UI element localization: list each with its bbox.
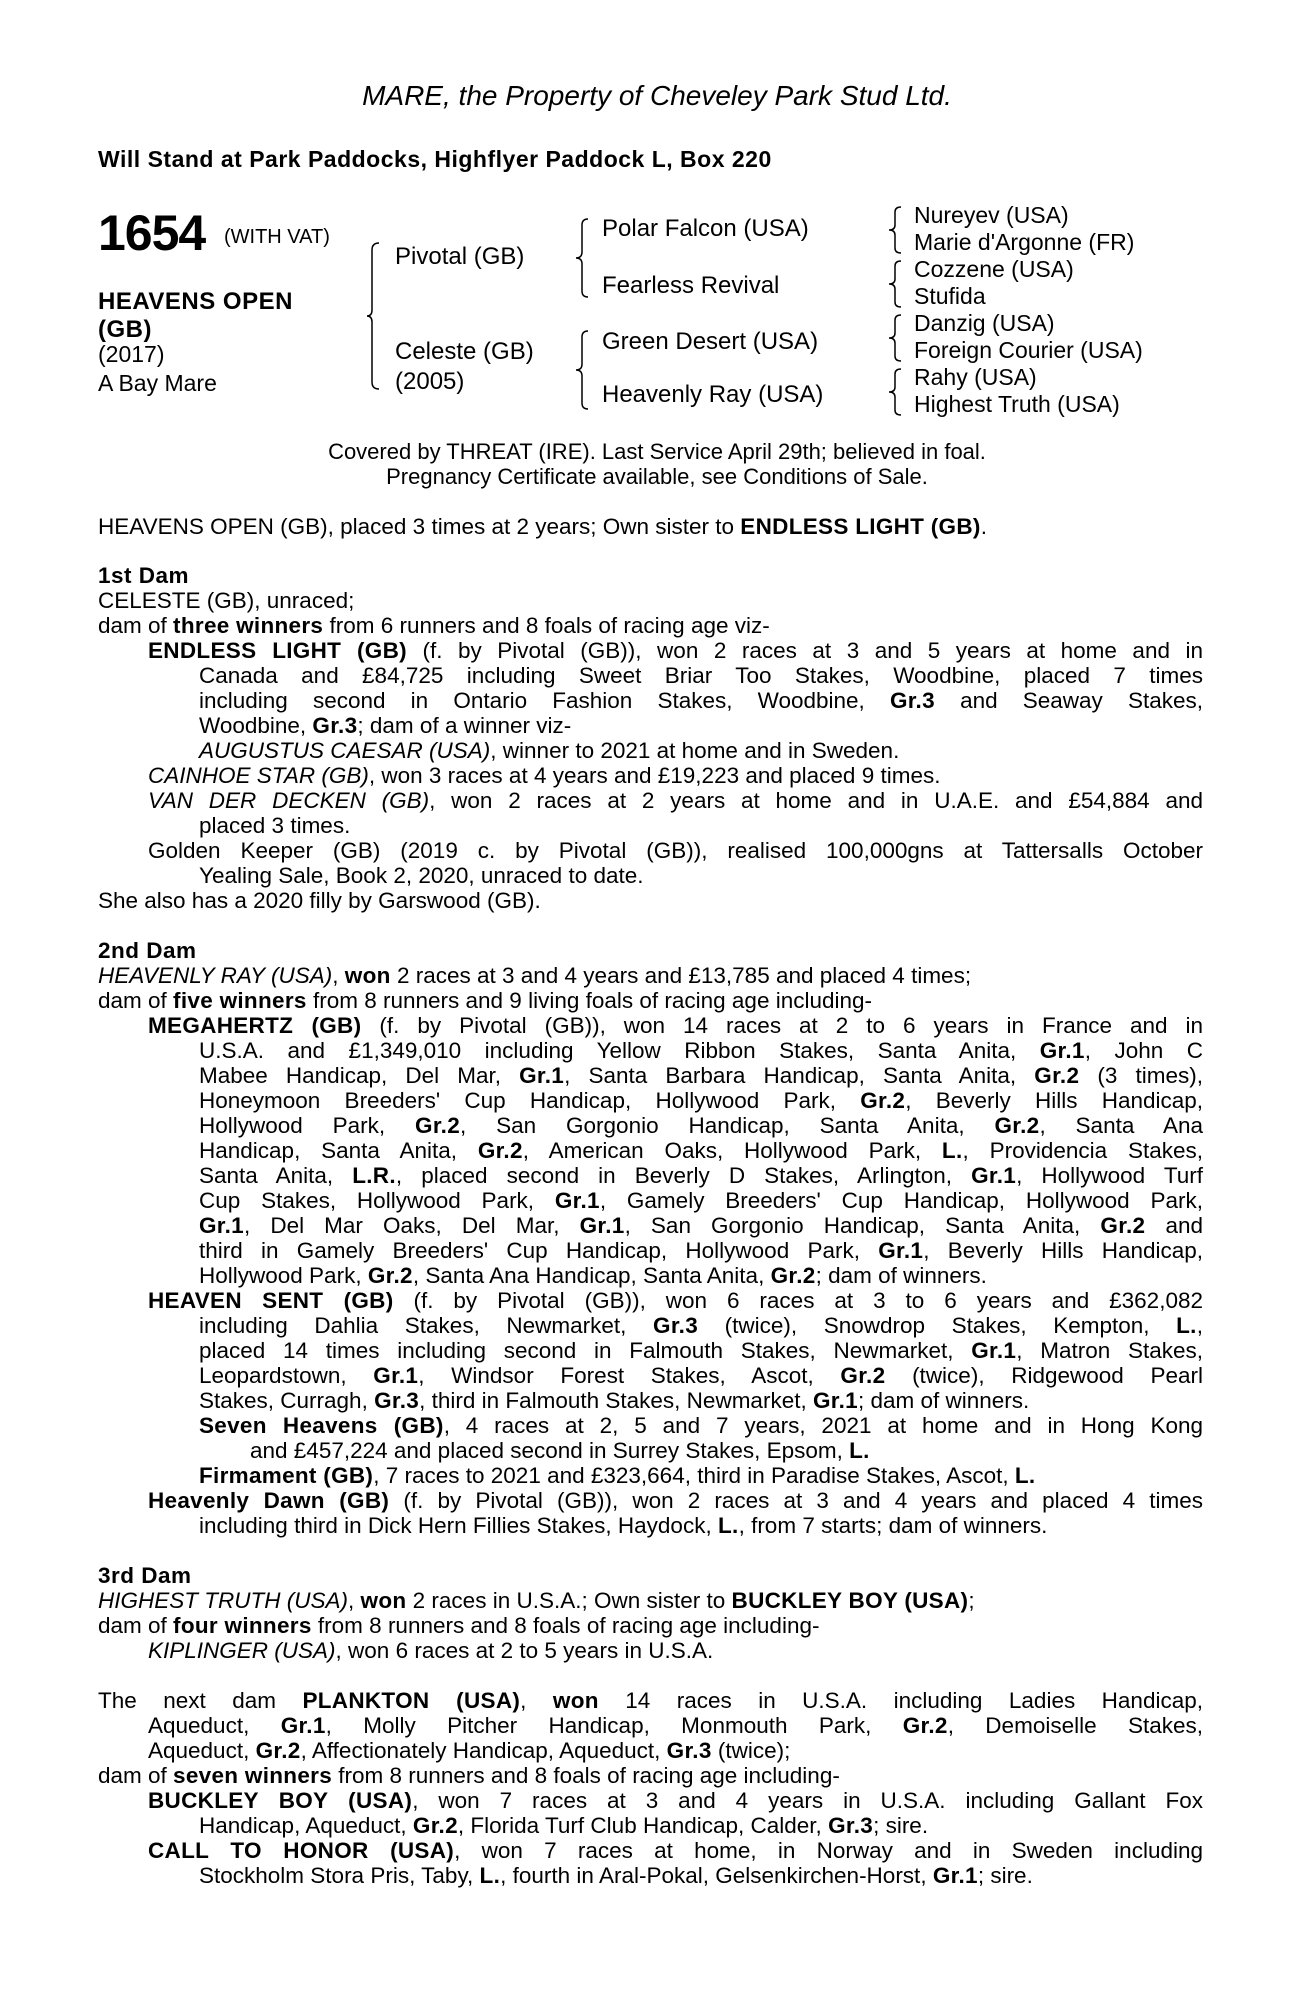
golden-keeper-line-2: Yealing Sale, Book 2, 2020, unraced to date. <box>199 863 644 888</box>
vat-label: (WITH VAT) <box>224 226 330 248</box>
pedigree-dam-year: (2005) <box>395 368 465 395</box>
owner-line: MARE, the Property of Cheveley Park Stud Ltd. <box>362 80 952 111</box>
lot-number: 1654 <box>98 205 206 261</box>
pedigree-gs2: Fearless Revival <box>602 272 780 299</box>
heaven-sent-line-3: placed 14 times including second in Falmouth Stakes, Newmarket, Gr.1, Matron Stakes, <box>199 1338 1203 1363</box>
buckley-boy-line-1: BUCKLEY BOY (USA), won 7 races at 3 and 4 years in U.S.A. including Gallant Fox <box>148 1788 1203 1813</box>
third-dam-winners-line: dam of four winners from 8 runners and 8 foals of racing age including- <box>98 1613 820 1638</box>
endless-light-line-2: Canada and £84,725 including Sweet Briar Too Stakes, Woodbine, placed 7 times <box>199 663 1203 688</box>
megahertz-line-10: third in Gamely Breeders' Cup Handicap, Hollywood Park, Gr.1, Beverly Hills Handicap, <box>199 1238 1204 1263</box>
megahertz-line-6: Handicap, Santa Anita, Gr.2, American Oaks, Hollywood Park, L., Providencia Stakes, <box>199 1138 1203 1163</box>
heaven-sent-line-1: HEAVEN SENT (GB) (f. by Pivotal (GB)), won 6 races at 3 to 6 years and £362,082 <box>148 1288 1203 1313</box>
megahertz-line-3: Mabee Handicap, Del Mar, Gr.1, Santa Barbara Handicap, Santa Anita, Gr.2 (3 times), <box>199 1063 1204 1088</box>
cainhoe-star-line: CAINHOE STAR (GB), won 3 races at 4 years and £19,223 and placed 9 times. <box>148 763 941 788</box>
sire-line-brace <box>575 218 589 298</box>
intro-line: HEAVENS OPEN (GB), placed 3 times at 2 years; Own sister to ENDLESS LIGHT (GB). <box>98 514 987 539</box>
megahertz-line-11: Hollywood Park, Gr.2, Santa Ana Handicap, Santa Anita, Gr.2; dam of winners. <box>199 1263 987 1288</box>
megahertz-line-8: Cup Stakes, Hollywood Park, Gr.1, Gamely Breeders' Cup Handicap, Hollywood Park, <box>199 1188 1203 1213</box>
next-dam-line-1: The next dam PLANKTON (USA), won 14 races in U.S.A. including Ladies Handicap, <box>98 1688 1203 1713</box>
heavenly-dawn-line-2: including third in Dick Hern Fillies Stakes, Haydock, L., from 7 starts; dam of winners. <box>199 1513 1048 1538</box>
augustus-caesar-line: AUGUSTUS CAESAR (USA), winner to 2021 at home and in Sweden. <box>199 738 900 763</box>
horse-description: A Bay Mare <box>98 370 217 396</box>
buckley-boy-line-2: Handicap, Aqueduct, Gr.2, Florida Turf Club Handicap, Calder, Gr.3; sire. <box>199 1813 929 1838</box>
horse-name <box>98 288 293 344</box>
ggs-brace-2 <box>888 260 902 308</box>
megahertz-line-4: Honeymoon Breeders' Cup Handicap, Hollywood Park, Gr.2, Beverly Hills Handicap, <box>199 1088 1204 1113</box>
first-dam-heading: 1st Dam <box>98 563 190 588</box>
megahertz-line-9: Gr.1, Del Mar Oaks, Del Mar, Gr.1, San Gorgonio Handicap, Santa Anita, Gr.2 and <box>199 1213 1204 1238</box>
megahertz-line-5: Hollywood Park, Gr.2, San Gorgonio Handicap, Santa Anita, Gr.2, Santa Ana <box>199 1113 1203 1138</box>
pedigree-ggs-6: Foreign Courier (USA) <box>914 337 1143 363</box>
van-der-decken-line-1: VAN DER DECKEN (GB), won 2 races at 2 years at home and in U.A.E. and £54,884 and <box>148 788 1203 813</box>
call-to-honor-line-1: CALL TO HONOR (USA), won 7 races at home, in Norway and in Sweden including <box>148 1838 1203 1863</box>
megahertz-line-7: Santa Anita, L.R., placed second in Beverly D Stakes, Arlington, Gr.1, Hollywood Turf <box>199 1163 1203 1188</box>
second-dam-line: HEAVENLY RAY (USA), won 2 races at 3 and 4 years and £13,785 and placed 4 times; <box>98 963 972 988</box>
horse-name-line1: HEAVENS OPEN <box>98 288 293 315</box>
pedigree-gs3: Green Desert (USA) <box>602 328 819 355</box>
heavenly-dawn-line-1: Heavenly Dawn (GB) (f. by Pivotal (GB)), won 2 races at 3 and 4 years and placed 4 times <box>148 1488 1203 1513</box>
golden-keeper-line-1: Golden Keeper (GB) (2019 c. by Pivotal (GB)), realised 100,000gns at Tattersalls October <box>148 838 1203 863</box>
pedigree-gs4: Heavenly Ray (USA) <box>602 381 824 408</box>
third-dam-line: HIGHEST TRUTH (USA), won 2 races in U.S.A.; Own sister to BUCKLEY BOY (USA); <box>98 1588 975 1613</box>
endless-light-line-3: including second in Ontario Fashion Stakes, Woodbine, Gr.3 and Seaway Stakes, <box>199 688 1203 713</box>
endless-light-line-1: ENDLESS LIGHT (GB) (f. by Pivotal (GB)), won 2 races at 3 and 5 years at home and in <box>148 638 1203 663</box>
pedigree-ggs-4: Stufida <box>914 283 986 309</box>
pedigree-ggs-5: Danzig (USA) <box>914 310 1055 336</box>
firmament-line: Firmament (GB), 7 races to 2021 and £323,664, third in Paradise Stakes, Ascot, L. <box>199 1463 1036 1488</box>
van-der-decken-line-2: placed 3 times. <box>199 813 351 838</box>
covered-line-1: Covered by THREAT (IRE). Last Service April 29th; believed in foal. <box>328 439 986 464</box>
seven-heavens-line-2: and £457,224 and placed second in Surrey Stakes, Epsom, L. <box>250 1438 870 1463</box>
ggs-brace-4 <box>888 368 902 416</box>
ggs-brace-3 <box>888 314 902 362</box>
heaven-sent-line-4: Leopardstown, Gr.1, Windsor Forest Stakes, Ascot, Gr.2 (twice), Ridgewood Pearl <box>199 1363 1203 1388</box>
horse-name-line2: (GB) <box>98 316 152 343</box>
pedigree-gs1: Polar Falcon (USA) <box>602 215 809 242</box>
stand-line: Will Stand at Park Paddocks, Highflyer Paddock L, Box 220 <box>98 146 772 172</box>
seven-heavens-line-1: Seven Heavens (GB), 4 races at 2, 5 and 7 years, 2021 at home and in Hong Kong <box>199 1413 1203 1438</box>
second-dam-winners-line: dam of five winners from 8 runners and 9 living foals of racing age including- <box>98 988 873 1013</box>
garswood-filly-line: She also has a 2020 filly by Garswood (GB). <box>98 888 541 913</box>
pedigree-ggs-8: Highest Truth (USA) <box>914 391 1120 417</box>
next-dam-line-3: Aqueduct, Gr.2, Affectionately Handicap, Aqueduct, Gr.3 (twice); <box>148 1738 791 1763</box>
second-dam-heading: 2nd Dam <box>98 938 197 963</box>
heaven-sent-line-5: Stakes, Curragh, Gr.3, third in Falmouth Stakes, Newmarket, Gr.1; dam of winners. <box>199 1388 1030 1413</box>
pedigree-ggs-1: Nureyev (USA) <box>914 202 1069 228</box>
sire-dam-brace <box>366 242 380 390</box>
pedigree-sire: Pivotal (GB) <box>395 243 525 270</box>
heaven-sent-line-2: including Dahlia Stakes, Newmarket, Gr.3 (twice), Snowdrop Stakes, Kempton, L., <box>199 1313 1203 1338</box>
pedigree-ggs-3: Cozzene (USA) <box>914 256 1074 282</box>
covered-line-2: Pregnancy Certificate available, see Conditions of Sale. <box>386 464 928 489</box>
megahertz-line-1: MEGAHERTZ (GB) (f. by Pivotal (GB)), won 14 races at 2 to 6 years in France and in <box>148 1013 1203 1038</box>
kiplinger-line: KIPLINGER (USA), won 6 races at 2 to 5 years in U.S.A. <box>148 1638 714 1663</box>
pedigree-dam: Celeste (GB) <box>395 338 534 365</box>
megahertz-line-2: U.S.A. and £1,349,010 including Yellow Ribbon Stakes, Santa Anita, Gr.1, John C <box>199 1038 1203 1063</box>
ggs-brace-1 <box>888 206 902 254</box>
pedigree-ggs-7: Rahy (USA) <box>914 364 1037 390</box>
endless-light-line-4: Woodbine, Gr.3; dam of a winner viz- <box>199 713 572 738</box>
dam-line-brace <box>575 330 589 410</box>
next-dam-winners-line: dam of seven winners from 8 runners and 8 foals of racing age including- <box>98 1763 840 1788</box>
call-to-honor-line-2: Stockholm Stora Pris, Taby, L., fourth in Aral-Pokal, Gelsenkirchen-Horst, Gr.1; sire. <box>199 1863 1033 1888</box>
pedigree-ggs-2: Marie d'Argonne (FR) <box>914 229 1135 255</box>
horse-year: (2017) <box>98 341 165 367</box>
first-dam-winners-line: dam of three winners from 6 runners and 8 foals of racing age viz- <box>98 613 770 638</box>
third-dam-heading: 3rd Dam <box>98 1563 192 1588</box>
first-dam-line: CELESTE (GB), unraced; <box>98 588 355 613</box>
next-dam-line-2: Aqueduct, Gr.1, Molly Pitcher Handicap, Monmouth Park, Gr.2, Demoiselle Stakes, <box>148 1713 1203 1738</box>
